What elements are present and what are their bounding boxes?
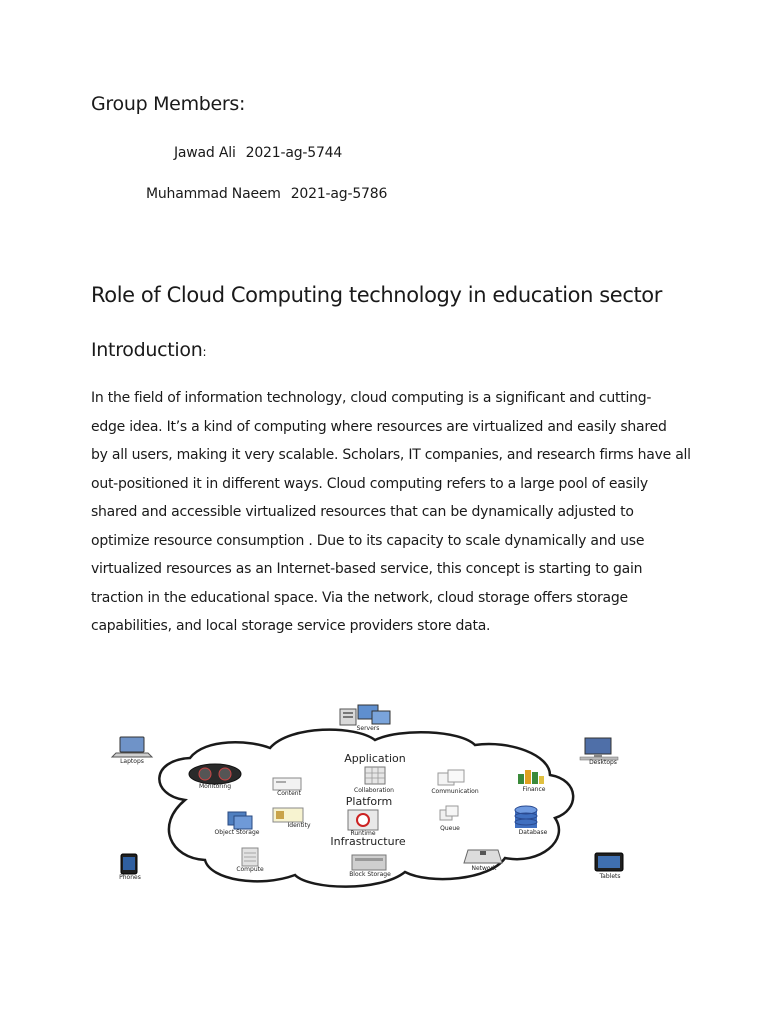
laptops-label: Laptops [120, 758, 144, 765]
introduction-heading-colon: : [202, 345, 207, 359]
network-label: Network [471, 865, 497, 872]
member-row [146, 186, 387, 202]
cloud-computing-diagram [110, 700, 640, 900]
paragraph-line: optimize resource consumption . Due to its capacity to scale dynamically and use [91, 532, 645, 549]
phone-icon [121, 854, 137, 874]
paragraph-line: traction in the educational space. Via the network, cloud storage offers storage [91, 589, 628, 606]
phones-label: Phones [119, 874, 141, 881]
compute-label: Compute [236, 866, 264, 873]
network-icon [464, 850, 502, 863]
block-storage-label: Block Storage [349, 871, 391, 878]
paragraph-line: edge idea. It’s a kind of computing where resources are virtualized and easily shared [91, 418, 667, 435]
database-label: Database [518, 829, 548, 836]
block-storage-icon [352, 855, 386, 870]
introduction-heading [91, 339, 206, 361]
paragraph-line: out-positioned it in different ways. Cloud computing refers to a large pool of easily [91, 475, 648, 492]
collaboration-icon [365, 767, 385, 784]
member-row [174, 145, 342, 161]
laptop-icon [112, 737, 152, 757]
desktops-label: Desktops [589, 759, 617, 766]
paragraph-line: capabilities, and local storage service providers store data. [91, 618, 491, 634]
paragraph-line: shared and accessible virtualized resources that can be dynamically adjusted to [91, 504, 634, 520]
content-icon [273, 778, 301, 790]
finance-label: Finance [522, 786, 546, 793]
tablet-icon [595, 853, 623, 871]
identity-icon [273, 808, 303, 822]
runtime-icon [348, 810, 378, 830]
infrastructure-layer-label: Infrastructure [330, 835, 406, 848]
paragraph-line: by all users, making it very scalable. Scholars, IT companies, and research firms have all [91, 447, 691, 463]
member-id: 2021-ag-5786 [290, 186, 388, 202]
collaboration-label: Collaboration [354, 787, 394, 794]
introduction-paragraph [91, 384, 691, 641]
document-title: Role of Cloud Computing technology in education sector [91, 283, 662, 307]
identity-label: Identity [287, 822, 311, 829]
database-icon [515, 806, 537, 828]
compute-icon [242, 848, 258, 866]
servers-label: Servers [356, 725, 380, 732]
queue-label: Queue [440, 825, 460, 832]
group-members-heading: Group Members: [91, 93, 246, 115]
member-name: Jawad Ali [174, 145, 236, 161]
platform-layer-label: Platform [345, 795, 393, 808]
tablets-label: Tablets [599, 873, 621, 880]
runtime-label: Runtime [350, 830, 376, 837]
introduction-heading-text: Introduction [91, 339, 203, 361]
member-id: 2021-ag-5744 [245, 145, 343, 161]
desktop-icon [580, 738, 618, 760]
monitoring-icon [189, 764, 241, 784]
communication-label: Communication [431, 788, 479, 795]
server-icon [340, 705, 390, 725]
monitoring-label: Monitoring [198, 783, 232, 790]
object-storage-label: Object Storage [214, 829, 260, 836]
member-name: Muhammad Naeem [146, 186, 281, 202]
application-layer-label: Application [344, 752, 406, 765]
paragraph-line: virtualized resources as an Internet-based service, this concept is starting to gain [91, 561, 643, 577]
content-label: Content [277, 790, 301, 797]
paragraph-line: In the field of information technology, cloud computing is a significant and cutting- [91, 390, 652, 406]
